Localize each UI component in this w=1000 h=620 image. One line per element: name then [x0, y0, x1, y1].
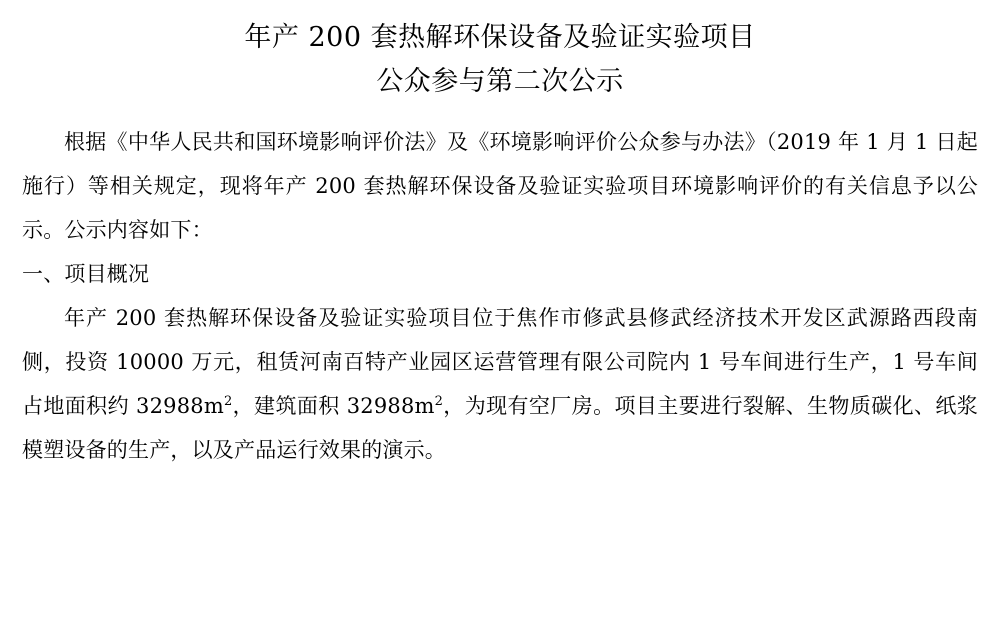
superscript-square-1: 2: [223, 394, 233, 409]
page-title-line-1: 年产 200 套热解环保设备及验证实验项目: [244, 22, 756, 53]
superscript-square-2: 2: [434, 394, 444, 409]
document-body: [22, 120, 978, 472]
paragraph-project-overview-mid: ，建筑面积 32988m: [232, 394, 435, 418]
paragraph-project-overview-tail: ，为现有空厂房。项目主要进行裂解、生物质碳化、纸浆模塑设备的生产，以及产品运行效果的演示。: [22, 394, 979, 462]
paragraph-project-overview-part1: 年产 200 套热解环保设备及验证实验项目位于焦作市修武县修武经济技术开发区武源路西段南侧，投资 10000 万元，租赁河南百特产业园区运营管理有限公司院内 1 号车间进行生产，1 号车间占地面积约 32988m: [22, 306, 978, 418]
page-title: [22, 16, 978, 104]
paragraph-intro: 根据《中华人民共和国环境影响评价法》及《环境影响评价公众参与办法》（2019 年 1 月 1 日起施行）等相关规定，现将年产 200 套热解环保设备及验证实验项目环境影响评价的有关信息予以公示。公示内容如下：: [22, 130, 978, 242]
page-title-line-2: 公众参与第二次公示: [376, 66, 624, 97]
paragraph-project-overview: [22, 296, 978, 472]
section-heading-project-overview: 一、项目概况: [22, 262, 150, 286]
